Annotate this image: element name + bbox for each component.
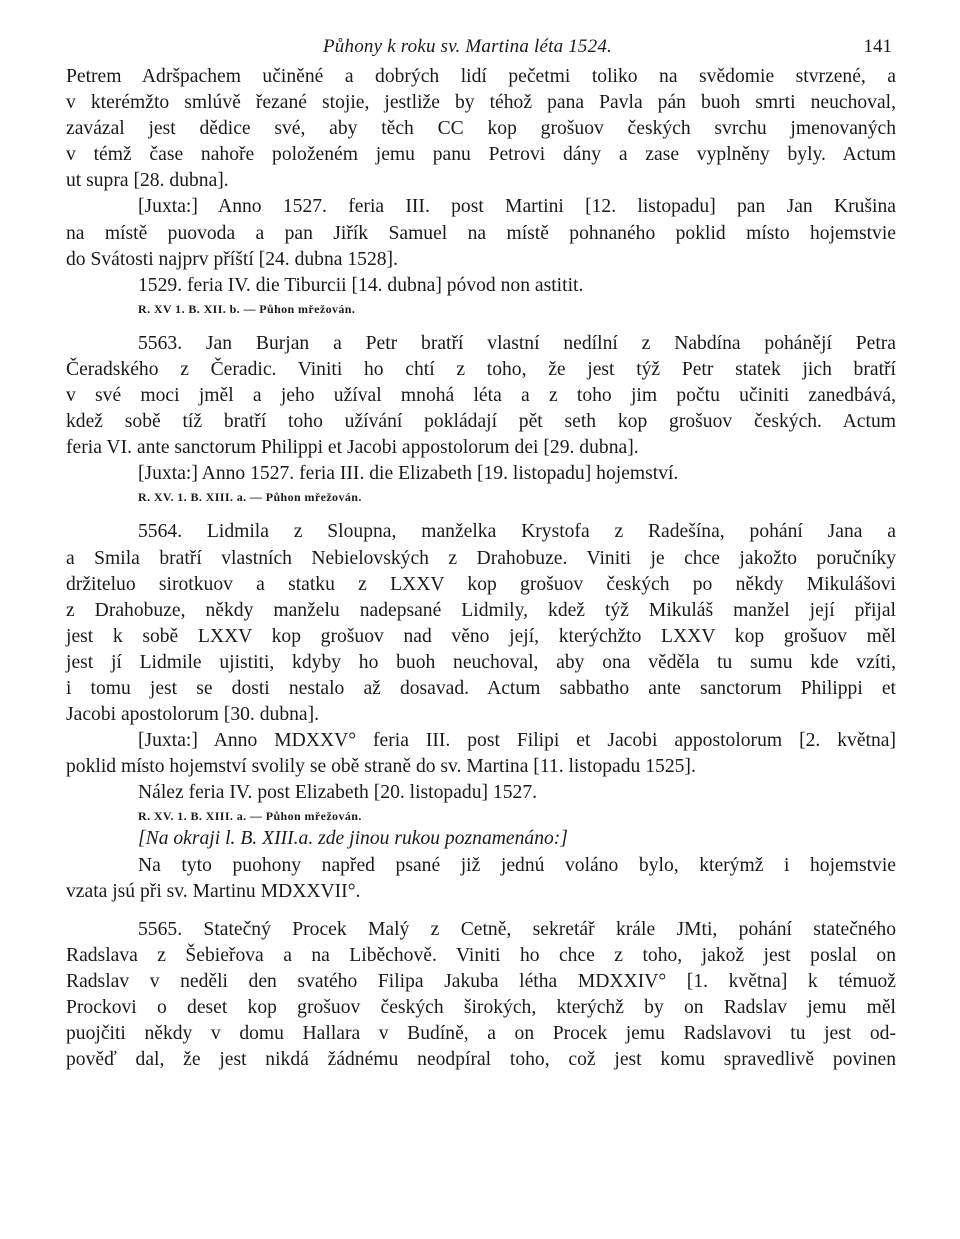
text-line: v témž čase nahoře položeném jemu panu Petrovi dány a zase vyplněny byly. Actum	[66, 144, 896, 166]
text-line: do Svátosti najprv příští [24. dubna 1528].	[66, 248, 398, 270]
text-line: Jacobi apostolorum [30. dubna].	[66, 704, 320, 726]
text-line: Radslav v neděli den svatého Filipa Jakuba létha MDXXIV° [1. května] k témuož	[66, 970, 896, 992]
entry-5563	[66, 331, 896, 508]
text-line: kdež sobě tíž bratří toho užívání pokládají pět seth kop grošuov českých. Actum	[66, 411, 896, 433]
text-line: a Smila bratří vlastních Nebielovských z Drahobuze. Viniti je chce jakožto poručníky	[66, 547, 896, 569]
entry-heading-line: 5563. Jan Burjan a Petr bratří vlastní nedílní z Nabdína pohánějí Petra	[138, 332, 896, 354]
text-line: pověď dal, že jest nikdá žádnému neodpíral toho, což jest komu spravedlivě povinen	[66, 1049, 896, 1071]
text-line: jest k sobě LXXV kop grošuov nad věno její, kterýchžto LXXV kop grošuov měl	[66, 625, 896, 647]
archive-reference: R. XV 1. B. XII. b. — Půhon mřežován.	[138, 301, 356, 316]
text-line: [Juxta:] Anno 1527. feria III. post Martini [12. listopadu] pan Jan Krušina	[138, 196, 896, 218]
text-line: Nález feria IV. post Elizabeth [20. listopadu] 1527.	[138, 782, 538, 804]
text-line: Na tyto puohony napřed psané již jednú voláno bylo, kterýmž i hojemstvie	[138, 854, 896, 876]
text-line: feria VI. ante sanctorum Philippi et Jacobi appostolorum dei [29. dubna].	[66, 437, 639, 459]
document-page	[66, 30, 896, 1073]
text-line: v kterémžto smlúvě řezané stojie, jestliže by téhož pana Pavla pán buoh smrti neuchoval,	[66, 92, 896, 114]
text-line: i tomu jest se dosti nestalo až dosavad. Actum sabbatho ante sanctorum Philippi et	[66, 677, 896, 699]
text-line: puojčiti někdy v domu Hallara v Budíně, a on Procek jemu Radslavovi tu jest od-	[66, 1023, 896, 1045]
text-line: z Drahobuze, někdy manželu nadepsané Lidmily, kdež týž Mikuláš manžel její přijal	[66, 599, 896, 621]
marginal-note-heading: [Na okraji l. B. XIII.a. zde jinou rukou poznamenáno:]	[138, 828, 568, 850]
text-line: Petrem Adršpachem učiněné a dobrých lidí pečetmi toliko na svědomie stvrzené, a	[66, 66, 896, 87]
text-line: [Juxta:] Anno MDXXV° feria III. post Filipi et Jacobi appostolorum [2. května]	[138, 730, 896, 752]
entry-5565	[66, 917, 896, 1074]
text-line: vzata jsú při sv. Martinu MDXXVII°.	[66, 880, 361, 902]
entry-5564	[66, 519, 896, 904]
text-line: [Juxta:] Anno 1527. feria III. die Elizabeth [19. listopadu] hojemství.	[138, 463, 679, 485]
text-line: ut supra [28. dubna].	[66, 170, 229, 192]
page-header	[66, 30, 896, 64]
entry-heading-line: 5565. Statečný Procek Malý z Cetně, sekretář krále JMti, pohání statečného	[138, 918, 896, 940]
text-line: Prockovi o deset kop grošuov českých širokých, kterýchž by on Radslav jemu měl	[66, 997, 896, 1018]
archive-reference: R. XV. 1. B. XIII. a. — Půhon mřežován.	[138, 809, 362, 824]
running-title: Půhony k roku sv. Martina léta 1524.	[323, 36, 612, 57]
entry-heading-line: 5564. Lidmila z Sloupna, manželka Krystofa z Radešína, pohání Jana a	[138, 521, 896, 543]
text-line: Čeradského z Čeradic. Viniti ho chtí z toho, že jest týž Petr statek jich bratří	[66, 358, 896, 380]
page-number: 141	[863, 36, 892, 57]
text-line: poklid místo hojemství svolily se obě straně do sv. Martina [11. listopadu 1525].	[66, 756, 696, 778]
text-line: zavázal jest dědice své, aby těch CC kop grošuov českých svrchu jmenovaných	[66, 118, 896, 140]
text-line: Radslava z Šebieřova a na Liběchově. Viniti ho chce z toho, jakož jest poslal on	[66, 944, 896, 966]
text-line: držiteluo sirotkuov a statku z LXXV kop grošuov českých po někdy Mikulášovi	[66, 573, 896, 595]
archive-reference: R. XV. 1. B. XIII. a. — Půhon mřežován.	[138, 490, 362, 505]
text-line: na místě puovoda a pan Jiřík Samuel na místě pohnaného poklid místo hojemstvie	[66, 222, 896, 244]
text-line: v své moci jměl a jeho užíval mnohá léta a z toho jim počtu učiniti zanedbává,	[66, 385, 896, 407]
entry-continuation	[66, 64, 896, 319]
text-line: 1529. feria IV. die Tiburcii [14. dubna] póvod non astitit.	[138, 274, 584, 296]
text-line: jest jí Lidmile ujistiti, kdyby ho buoh neuchoval, aby ona věděla tu sumu kde vzíti,	[66, 651, 896, 673]
